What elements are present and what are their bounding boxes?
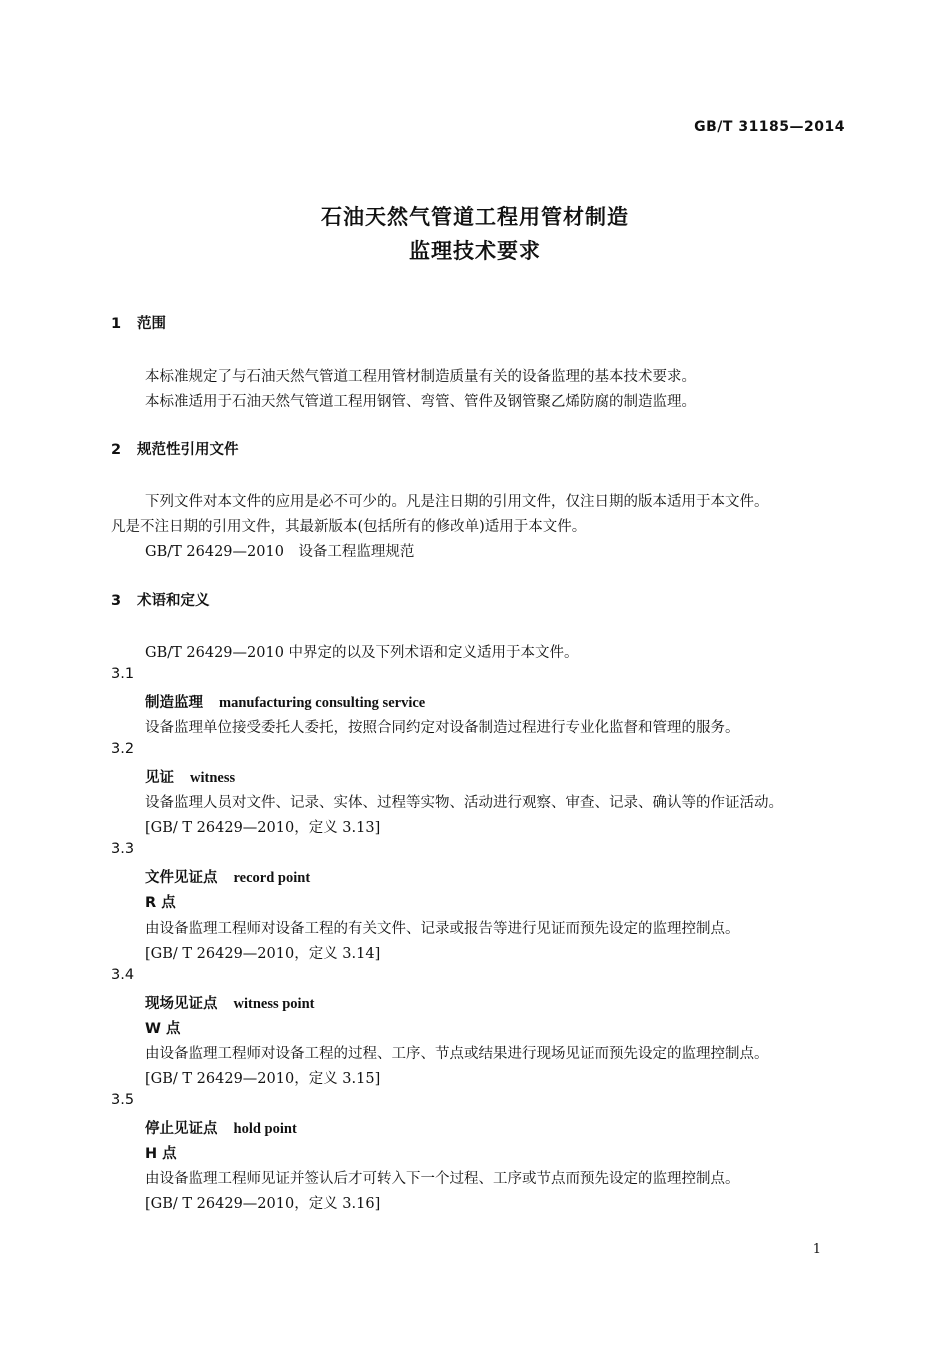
term-zh: 文件见证点 [145, 870, 218, 886]
term-zh: 见证 [145, 770, 174, 786]
term-number: 3.3 [111, 841, 135, 857]
term-source: [GB/ T 26429—2010，定义 3.15] [145, 1071, 381, 1087]
document-title-line-1: 石油天然气管道工程用管材制造 [321, 205, 629, 229]
term-number: 3.5 [111, 1092, 135, 1108]
paragraph: GB/T 26429—2010 中界定的以及下列术语和定义适用于本文件。 [145, 645, 579, 661]
term-heading [145, 691, 425, 712]
term-heading [145, 1117, 297, 1138]
term-number: 3.1 [111, 666, 135, 682]
term-source: [GB/ T 26429—2010，定义 3.13] [145, 820, 381, 836]
normative-reference: GB/T 26429—2010 设备工程监理规范 [145, 544, 415, 560]
section-title: 规范性引用文件 [137, 442, 239, 458]
section-title: 范围 [137, 316, 166, 332]
section-number: 1 [111, 316, 122, 332]
term-abbreviation: W 点 [145, 1021, 181, 1037]
term-number: 3.4 [111, 967, 135, 983]
term-definition: 由设备监理工程师对设备工程的过程、工序、节点或结果进行现场见证而预先设定的监理控制点。 [145, 1046, 769, 1062]
term-en: witness [190, 770, 236, 786]
term-abbreviation: H 点 [145, 1146, 177, 1162]
term-definition: 设备监理人员对文件、记录、实体、过程等实物、活动进行观察、审查、记录、确认等的作证活动。 [145, 795, 783, 811]
term-en: record point [233, 870, 311, 886]
standard-code: GB/T 31185—2014 [694, 119, 845, 135]
paragraph-continuation: 凡是不注日期的引用文件，其最新版本(包括所有的修改单)适用于本文件。 [111, 519, 587, 535]
term-definition: 设备监理单位接受委托人委托，按照合同约定对设备制造过程进行专业化监督和管理的服务。 [145, 720, 740, 736]
section-number: 2 [111, 442, 122, 458]
section-title: 术语和定义 [137, 593, 210, 609]
term-zh: 制造监理 [145, 695, 203, 711]
paragraph: 本标准规定了与石油天然气管道工程用管材制造质量有关的设备监理的基本技术要求。 [145, 369, 696, 385]
term-source: [GB/ T 26429—2010，定义 3.16] [145, 1196, 381, 1212]
term-heading [145, 992, 314, 1013]
term-en: hold point [233, 1121, 297, 1137]
term-abbreviation: R 点 [145, 895, 176, 911]
term-definition: 由设备监理工程师对设备工程的有关文件、记录或报告等进行见证而预先设定的监理控制点。 [145, 921, 740, 937]
term-definition: 由设备监理工程师见证并签认后才可转入下一个过程、工序或节点而预先设定的监理控制点。 [145, 1171, 740, 1187]
paragraph: 本标准适用于石油天然气管道工程用钢管、弯管、管件及钢管聚乙烯防腐的制造监理。 [145, 394, 696, 410]
term-zh: 停止见证点 [145, 1121, 218, 1137]
section-number: 3 [111, 593, 122, 609]
section-2-heading [111, 438, 239, 459]
term-heading [145, 866, 310, 887]
document-title-line-2: 监理技术要求 [409, 239, 541, 263]
section-3-heading [111, 589, 210, 610]
term-number: 3.2 [111, 741, 135, 757]
paragraph: 下列文件对本文件的应用是必不可少的。凡是注日期的引用文件，仅注日期的版本适用于本文件。 [145, 494, 769, 510]
term-zh: 现场见证点 [145, 996, 218, 1012]
section-1-heading [111, 312, 166, 333]
page-number: 1 [812, 1242, 821, 1257]
term-source: [GB/ T 26429—2010，定义 3.14] [145, 946, 381, 962]
term-heading [145, 766, 235, 787]
term-en: manufacturing consulting service [219, 695, 426, 711]
term-en: witness point [233, 996, 315, 1012]
